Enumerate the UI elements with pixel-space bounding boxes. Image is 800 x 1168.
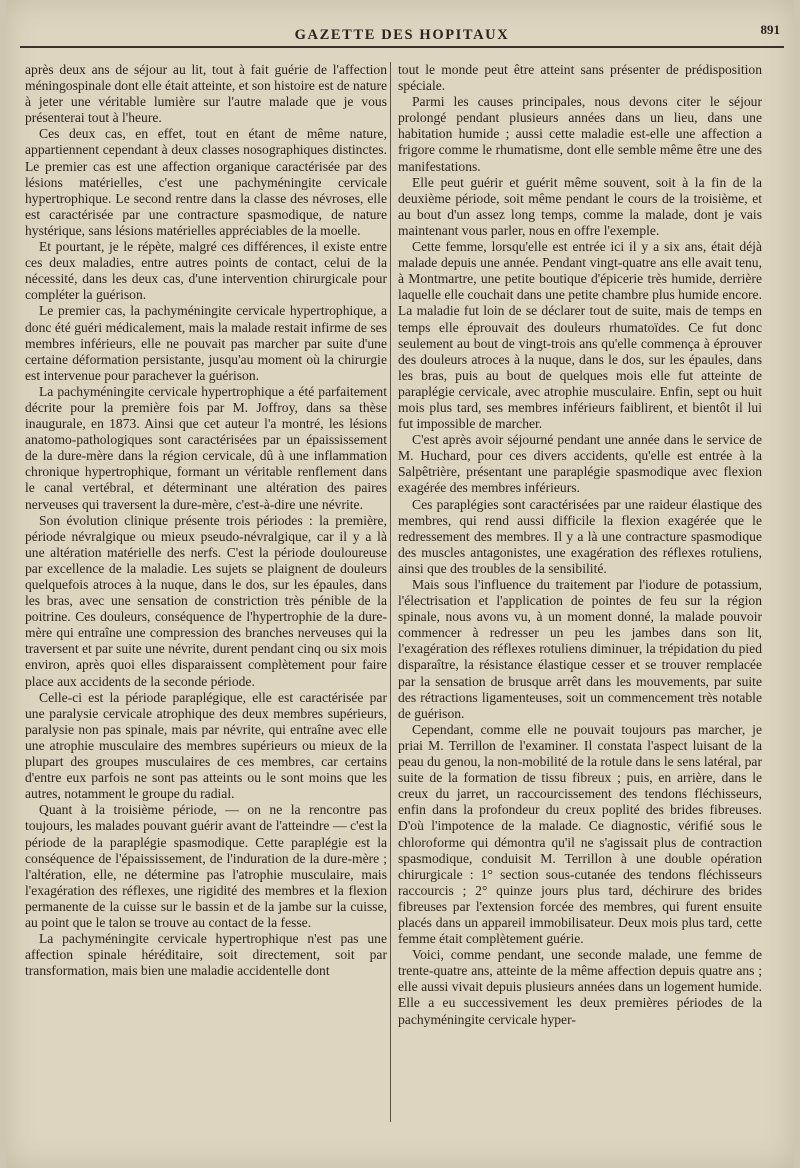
paragraph: Mais sous l'influence du traitement par l'iodure de potassium, l'électrisation et l'application de pointes de feu sur la région spinale, nous avons vu, à un moment donné, la malade pouvoir commencer à redresser un peu les jambes dans son lit, l'exagération des réflexes rotuliens diminuer, la trépidation du pied disparaître, la résistance élastique cesser et se trouver remplacée par la sensation de brusque arrêt dans les mouvements, par suite des rétractions ligamenteuses, soit un commencement très notable de guérison. <box>398 577 762 721</box>
paragraph: C'est après avoir séjourné pendant une année dans le service de M. Huchard, pour ces divers accidents, qu'elle est entrée à la Salpêtrière, présentant une paraplégie spasmodique avec flexion exagérée des membres inférieurs. <box>398 432 762 496</box>
paragraph: Voici, comme pendant, une seconde malade, une femme de trente-quatre ans, atteinte de la même affection depuis quatre ans ; elle aussi vivait depuis plusieurs années dans un logement humide. Elle a eu successivement les deux premières périodes de la pachyméningite cervicale hyper- <box>398 947 762 1027</box>
page-number: 891 <box>760 22 780 37</box>
right-column <box>398 62 762 1028</box>
paragraph: tout le monde peut être atteint sans présenter de prédisposition spéciale. <box>398 62 762 94</box>
paragraph: Ces paraplégies sont caractérisées par une raideur élastique des membres, qui rend aussi difficile la flexion exagérée que le redressement des membres. Il y a là une contracture spasmodique des muscles antagonistes, une exagération des réflexes rotuliens, ainsi que des troubles de la sensibilité. <box>398 496 762 576</box>
paragraph: Elle peut guérir et guérit même souvent, soit à la fin de la deuxième période, soit même pendant le cours de la troisième, et au bout d'un assez long temps, comme la malade, dont je vais maintenant vous parler, nous en offre l'exemple. <box>398 174 762 238</box>
paragraph: Son évolution clinique présente trois périodes : la première, période névralgique ou mieux pseudo-névralgique, car il y a là une altération matérielle des nerfs. C'est la période douloureuse par excellence de la maladie. Les sujets se plaignent de douleurs quelquefois atroces à la nuque, dans le dos, sur les épaules, dans les bras, avec une sensation de constriction très pénible de la poitrine. Ces douleurs, conséquence de l'hypertrophie de la dure-mère qui entraîne une compression des branches nerveuses qui la traversent et par suite une névrite, durent pendant cinq ou six mois environ, après quoi elles disparaissent complètement pour faire place aux accidents de la seconde période. <box>25 512 387 689</box>
paragraph: La pachyméningite cervicale hypertrophique a été parfaitement décrite pour la première fois par M. Joffroy, dans sa thèse inaugurale, en 1873. Ainsi que cet auteur l'a montré, les lésions anatomo-pathologiques sont caractérisées par un épaississement de la dure-mère dans la région cervicale, dû à une inflammation chronique hypertrophique, formant un véritable renflement dans le canal vertébral, et déterminant une altération des paires nerveuses qui traversent la dure-mère, c'est-à-dire une névrite. <box>25 383 387 512</box>
paragraph: Parmi les causes principales, nous devons citer le séjour prolongé pendant plusieurs années dans un lieu, dans une habitation humide ; aussi cette maladie est-elle une affection a frigore comme le rhumatisme, dont elle semble même être une des manifestations. <box>398 94 762 174</box>
paragraph: Ces deux cas, en effet, tout en étant de même nature, appartiennent cependant à deux classes nosographiques distinctes. Le premier cas est une affection organique caractérisée par des lésions matérielles, c'est une pachyméningite cervicale hypertrophique. Le second rentre dans la classe des névroses, elle est caractérisée par une contracture spasmodique, de nature hystérique, sans lésions matérielles appréciables de la moelle. <box>25 126 387 238</box>
paragraph: Le premier cas, la pachyméningite cervicale hypertrophique, a donc été guéri médicalement, mais la malade restait infirme de ses membres inférieurs, elle ne pouvait pas marcher par suite d'une certaine déformation persistante, jusqu'au moment où la chirurgie est intervenue pour parachever la guérison. <box>25 303 387 383</box>
left-column <box>25 62 387 979</box>
paragraph: Quant à la troisième période, — on ne la rencontre pas toujours, les malades pouvant guérir avant de l'atteindre — c'est la période de la paraplégie spasmodique. Cette paraplégie est la conséquence de l'épaississement, de l'induration de la dure-mère ; l'altération, elle, ne détermine pas l'atrophie musculaire, mais l'exagération des réflexes, une rigidité des membres et la flexion permanente de la cuisse sur le bassin et de la jambe sur la cuisse, au point que le talon se trouve au contact de la fesse. <box>25 802 387 930</box>
paragraph: Celle-ci est la période paraplégique, elle est caractérisée par une paralysie cervicale atrophique des deux membres supérieurs, paralysie non pas spinale, mais par névrite, qui entraîne avec elle une atrophie musculaire des membres supérieurs ou mieux de la plupart des groupes musculaires de ces membres, car certains d'entre eux parfois ne sont pas atteints ou le sont moins que les autres, notamment le groupe du radial. <box>25 689 387 802</box>
paragraph: Et pourtant, je le répète, malgré ces différences, il existe entre ces deux maladies, entre autres points de contact, celui de la nécessité, dans les deux cas, d'une intervention chirurgicale pour compléter la guérison. <box>25 239 387 303</box>
column-divider <box>390 62 391 1122</box>
page-header <box>20 22 784 48</box>
paragraph: Cette femme, lorsqu'elle est entrée ici il y a six ans, était déjà malade depuis une année. Pendant vingt-quatre ans elle avait tenu, à Montmartre, une petite boutique d'épicerie très humide, derrière laquelle elle couchait dans une petite chambre plus humide encore. La maladie fut loin de se déclarer tout de suite, mais de temps en temps elle éprouvait des douleurs rhumatoïdes. Ce fut donc seulement au bout de vingt-trois ans qu'elle commença à éprouver des douleurs atroces à la nuque, dans le dos, sur les épaules, dans les bras, puis au bout de quelques mois elle fut atteinte de paraplégie cervicale, avec atrophie musculaire. Enfin, sept ou huit mois plus tard, ses membres inférieurs faiblirent, et bientôt il lui fut impossible de marcher. <box>398 239 762 432</box>
paragraph: après deux ans de séjour au lit, tout à fait guérie de l'affection méningospinale dont elle était atteinte, et son histoire est de nature à jeter une véritable lumière sur l'autre malade que je vous présenterai tout à l'heure. <box>25 62 388 126</box>
paragraph: La pachyméningite cervicale hypertrophique n'est pas une affection spinale héréditaire, soit directement, soit par transformation, mais bien une maladie accidentelle dont <box>25 931 387 979</box>
newspaper-page <box>6 0 794 1168</box>
paragraph: Cependant, comme elle ne pouvait toujours pas marcher, je priai M. Terrillon de l'examiner. Il constata l'aspect luisant de la peau du genou, la non-mobilité de la rotule dans le sens latéral, par suite de la formation de tissu fibreux ; puis, en arrière, dans le creux du jarret, un raccourcissement des tendons fléchisseurs, enfin dans la profondeur du creux poplité des brides fibreuses. D'où l'impotence de la malade. Ce diagnostic, vérifié sous le chloroforme qui démontra qu'il ne s'agissait plus de contraction spasmodique, conduisit M. Terrillon à une double opération chirurgicale : 1° section sous-cutanée des tendons fléchisseurs raccourcis ; 2° quinze jours plus tard, déchirure des brides fibreuses par l'extension forcée des membres, qui furent ensuite placés dans un appareil immobilisateur. Deux mois plus tard, cette femme était complètement guérie. <box>398 721 762 947</box>
publication-title: GAZETTE DES HOPITAUX <box>294 27 510 43</box>
